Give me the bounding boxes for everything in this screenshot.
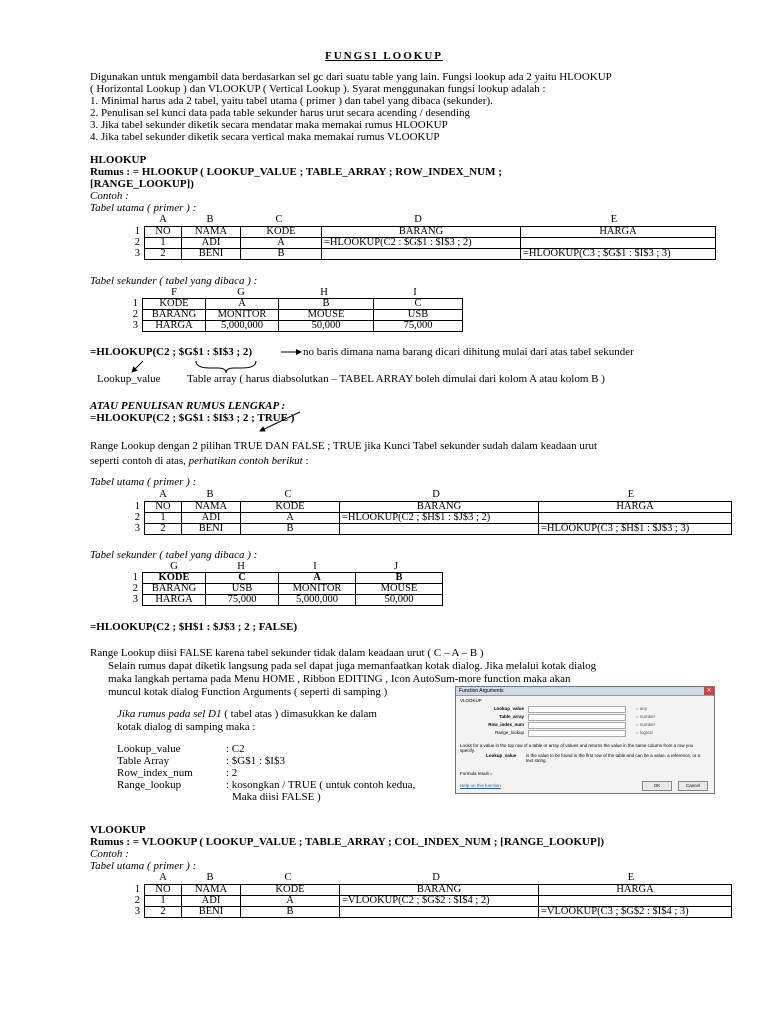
table-cell: A	[279, 573, 356, 584]
table-cell: C	[206, 573, 279, 584]
false-note: Range Lookup diisi FALSE karena tabel sekunder tidak dalam keadaan urut ( C – A – B )	[90, 647, 484, 659]
function-name: VLOOKUP	[460, 698, 482, 703]
table-cell: BARANG	[340, 502, 539, 513]
table-cell	[539, 513, 732, 524]
column-header: D	[414, 214, 422, 225]
primary-table-label: Tabel utama ( primer ) :	[90, 202, 197, 214]
table-cell: =HLOOKUP(C3 ; $G$1 : $I$3 ; 3)	[521, 249, 716, 260]
table-cell: MONITOR	[206, 310, 279, 321]
field-label: Row_index_num	[488, 722, 524, 727]
column-header: G	[237, 287, 245, 298]
primary-table-label: Tabel utama ( primer ) :	[90, 476, 197, 488]
table-cell: ADI	[182, 238, 241, 249]
table-row	[118, 584, 443, 595]
table-row	[118, 595, 443, 606]
table-cell: HARGA	[143, 595, 206, 606]
table-cell: KODE	[143, 573, 206, 584]
formula-result: Formula result =	[460, 771, 493, 776]
table-cell: 5,000,000	[279, 595, 356, 606]
table-cell: ADI	[182, 896, 241, 907]
hlookup-syntax-cont: [RANGE_LOOKUP])	[90, 178, 194, 190]
table-cell: NAMA	[182, 502, 241, 513]
row-index-input[interactable]	[528, 722, 626, 729]
requirement-item: 3. Jika tabel sekunder diketik secara mendatar maka memakai rumus HLOOKUP	[90, 119, 448, 131]
lookup-value-input[interactable]	[528, 706, 626, 713]
table-array-input[interactable]	[528, 714, 626, 721]
table-cell: C	[374, 299, 463, 310]
table-cell: HARGA	[143, 321, 206, 332]
table-cell: MONITOR	[279, 584, 356, 595]
table-cell: B	[356, 573, 443, 584]
table-cell: HARGA	[521, 227, 716, 238]
table-cell: 50,000	[279, 321, 374, 332]
spreadsheet-table	[118, 884, 732, 918]
table-cell: BARANG	[143, 310, 206, 321]
table-cell	[539, 896, 732, 907]
table-row	[118, 896, 732, 907]
row-number: 3	[134, 523, 140, 534]
row-number: 1	[134, 226, 140, 237]
table-cell: B	[241, 249, 322, 260]
text-segment: ( tabel atas ) dimasukkan ke dalam	[221, 708, 377, 720]
table-cell: BENI	[182, 524, 241, 535]
argument-value: : 2	[226, 767, 238, 779]
column-header: C	[284, 489, 292, 500]
field-hint: = logical	[636, 730, 653, 735]
table-cell: HARGA	[539, 885, 732, 896]
table-cell: KODE	[143, 299, 206, 310]
range-lookup-text: Range Lookup dengan 2 pilihan TRUE DAN FALSE ; TRUE jika Kunci Tabel sekunder sudah dalam keadaan urut	[90, 440, 598, 452]
table-row	[118, 502, 732, 513]
table-cell: B	[241, 524, 340, 535]
table-cell: =HLOOKUP(C2 : $G$1 : $I$3 ; 2)	[322, 238, 521, 249]
function-arguments-dialog	[455, 686, 715, 794]
table-cell: 1	[145, 896, 182, 907]
column-header: C	[275, 214, 283, 225]
column-header: E	[627, 872, 635, 883]
table-row	[118, 524, 732, 535]
column-header: E	[610, 214, 618, 225]
full-formula: =HLOOKUP(C2 ; $G$1 : $I$3 ; 2 ; TRUE )	[90, 412, 295, 424]
column-header: D	[432, 872, 440, 883]
table-cell: 2	[145, 524, 182, 535]
row-number: 1	[132, 298, 138, 309]
argument-value: : C2	[226, 743, 245, 755]
hlookup-syntax: Rumus : = HLOOKUP ( LOOKUP_VALUE ; TABLE_ARRAY ; ROW_INDEX_NUM ;	[90, 166, 502, 178]
cancel-button[interactable]: Cancel	[678, 781, 708, 791]
column-header: I	[313, 561, 317, 572]
row-number: 3	[134, 248, 140, 259]
spreadsheet-table	[118, 501, 732, 535]
column-header: B	[206, 872, 214, 883]
column-header: C	[284, 872, 292, 883]
table-cell: BARANG	[322, 227, 521, 238]
intro-line: Digunakan untuk mengambil data berdasarkan sel gc dari suatu table yang lain. Fungsi lookup ada 2 yaitu HLOOKUP	[90, 71, 612, 83]
lookup-value-label: Lookup_value	[97, 373, 161, 385]
row-number: 3	[132, 594, 138, 605]
range-lookup-text-cont	[90, 456, 309, 467]
vlookup-syntax: Rumus : = VLOOKUP ( LOOKUP_VALUE ; TABLE_ARRAY ; COL_INDEX_NUM ; [RANGE_LOOKUP])	[90, 836, 605, 848]
table-cell: 1	[145, 238, 182, 249]
table-cell: KODE	[241, 227, 322, 238]
table-cell: A	[241, 238, 322, 249]
row-number: 3	[134, 906, 140, 917]
text-segment: seperti contoh di atas,	[90, 455, 189, 467]
field-label: Table_array	[499, 714, 524, 719]
row-number: 2	[134, 895, 140, 906]
d1-explanation	[117, 709, 377, 720]
table-row	[118, 513, 732, 524]
table-row	[118, 573, 443, 584]
row-number: 1	[134, 501, 140, 512]
table-cell: 5,000,000	[206, 321, 279, 332]
hlookup-heading: HLOOKUP	[90, 154, 147, 166]
argument-name: Row_index_num	[117, 767, 193, 779]
dialog-intro-line: Selain rumus dapat diketik langsung pada sel dapat juga memanfaatkan kotak dialog. Jika melalui kotak dialog	[108, 660, 597, 672]
field-label: Range_lookup	[494, 730, 524, 735]
table-cell: NO	[145, 227, 182, 238]
column-header: F	[171, 287, 177, 298]
row-number: 3	[132, 320, 138, 331]
table-cell: B	[279, 299, 374, 310]
column-header: H	[320, 287, 328, 298]
table-cell: B	[241, 907, 340, 918]
table-cell: NO	[145, 885, 182, 896]
table-cell: 2	[145, 907, 182, 918]
table-cell: USB	[206, 584, 279, 595]
column-header: J	[393, 561, 399, 572]
column-header: I	[413, 287, 417, 298]
intro-line: ( Horizontal Lookup ) dan VLOOKUP ( Vertical Lookup ). Syarat menggunakan fungsi lookup adalah :	[90, 83, 546, 95]
argument-name: Table Array	[117, 755, 170, 767]
table-cell: =HLOOKUP(C3 ; $H$1 : $J$3 ; 3)	[539, 524, 732, 535]
column-header: B	[206, 214, 214, 225]
vlookup-heading: VLOOKUP	[90, 824, 146, 836]
table-cell: 2	[145, 249, 182, 260]
table-cell	[340, 524, 539, 535]
field-hint: = number	[636, 714, 656, 719]
secondary-table-label: Tabel sekunder ( tabel yang dibaca ) :	[90, 549, 258, 561]
table-cell: ADI	[182, 513, 241, 524]
dialog-intro-line: maka langkah pertama pada Menu HOME , Ribbon EDITING , Icon AutoSum-more function maka akan	[108, 673, 571, 685]
column-header: A	[159, 872, 167, 883]
table-cell: A	[241, 896, 340, 907]
field-hint: = number	[636, 722, 656, 727]
document-title: FUNGSI LOOKUP	[325, 50, 443, 62]
help-link[interactable]: Help on this function	[460, 783, 501, 788]
argument-name: Lookup_value	[117, 743, 181, 755]
table-cell: A	[206, 299, 279, 310]
table-cell: 75,000	[374, 321, 463, 332]
table-cell: A	[241, 513, 340, 524]
row-number: 2	[132, 583, 138, 594]
table-cell: HARGA	[539, 502, 732, 513]
table-cell: MOUSE	[356, 584, 443, 595]
example-label: Contoh :	[90, 190, 129, 202]
column-header: B	[206, 489, 214, 500]
table-row	[118, 885, 732, 896]
table-cell: BENI	[182, 907, 241, 918]
argument-name: Range_lookup	[117, 779, 182, 791]
table-cell: KODE	[241, 885, 340, 896]
table-cell: BARANG	[143, 584, 206, 595]
d1-explanation-cont: kotak dialog di samping maka :	[117, 721, 256, 733]
table-cell: 50,000	[356, 595, 443, 606]
table-row	[118, 907, 732, 918]
argument-value: : kosongkan / TRUE ( untuk contoh kedua,	[226, 779, 416, 791]
table-cell: BENI	[182, 249, 241, 260]
row-number: 1	[134, 884, 140, 895]
dialog-intro-line: muncul kotak dialog Function Arguments ( seperti di samping )	[108, 686, 388, 698]
requirement-item: 2. Penulisan sel kunci data pada table sekunder harus urut secara acending / desending	[90, 107, 470, 119]
false-formula: =HLOOKUP(C2 ; $H$1 : $J$3 ; 2 ; FALSE)	[90, 621, 298, 633]
column-header: H	[237, 561, 245, 572]
close-icon[interactable]: ✕	[704, 687, 714, 695]
example-label: Contoh :	[90, 848, 129, 860]
requirement-item: 1. Minimal harus ada 2 tabel, yaitu tabel utama ( primer ) dan tabel yang dibaca (sekunder).	[90, 95, 493, 107]
primary-table-label: Tabel utama ( primer ) :	[90, 860, 197, 872]
dialog-title: Function Arguments	[456, 687, 714, 696]
table-cell: NAMA	[182, 885, 241, 896]
row-number: 1	[132, 572, 138, 583]
table-cell: =VLOOKUP(C2 ; $G$2 : $I$4 ; 2)	[340, 896, 539, 907]
column-header: D	[432, 489, 440, 500]
field-label: Lookup_value	[493, 706, 524, 711]
full-formula-heading: ATAU PENULISAN RUMUS LENGKAP :	[90, 400, 286, 412]
table-cell: =VLOOKUP(C3 ; $G$2 : $I$4 ; 3)	[539, 907, 732, 918]
argument-value: : $G$1 : $I$3	[226, 755, 285, 767]
formula-example: =HLOOKUP(C2 ; $G$1 : $I$3 ; 2)	[90, 346, 253, 358]
table-cell: 75,000	[206, 595, 279, 606]
brace-table-array	[196, 361, 256, 373]
table-cell: NAMA	[182, 227, 241, 238]
function-description: Looks for a value in the top row of a table or array of values and returns the value in the same column from a row you specify.	[460, 743, 694, 753]
ok-button[interactable]: OK	[642, 781, 672, 791]
table-cell: 1	[145, 513, 182, 524]
table-cell: MOUSE	[279, 310, 374, 321]
argument-description: is the value to be found in the first row of the table and can be a value, a reference, or a text string.	[526, 753, 701, 763]
arrow-to-lookup-value	[132, 361, 143, 372]
text-segment: :	[302, 455, 309, 467]
table-cell	[340, 907, 539, 918]
row-number: 2	[134, 237, 140, 248]
table-cell: NO	[145, 502, 182, 513]
row-number: 2	[134, 512, 140, 523]
spreadsheet-table	[118, 572, 443, 606]
table-array-note: Table array ( harus diabsolutkan – TABEL ARRAY boleh dimulai dari kolom A atau kolom B )	[187, 373, 605, 385]
row-number: 2	[132, 309, 138, 320]
requirement-item: 4. Jika tabel sekunder diketik secara vertical maka memakai rumus VLOOKUP	[90, 131, 440, 143]
column-header: A	[159, 214, 167, 225]
column-header: E	[627, 489, 635, 500]
column-header: A	[159, 489, 167, 500]
column-header: G	[170, 561, 178, 572]
table-cell: KODE	[241, 502, 340, 513]
argument-value-cont: Maka diisi FALSE )	[232, 791, 321, 803]
secondary-table-label: Tabel sekunder ( tabel yang dibaca ) :	[90, 275, 258, 287]
argument-label: Lookup_value	[486, 753, 517, 758]
text-segment: perhatikan contoh berikut	[188, 455, 303, 467]
range-lookup-input[interactable]	[528, 730, 626, 737]
table-cell: =HLOOKUP(C2 ; $H$1 : $J$3 ; 2)	[340, 513, 539, 524]
table-cell: BARANG	[340, 885, 539, 896]
table-cell: USB	[374, 310, 463, 321]
text-segment: Jika rumus pada sel D1	[117, 708, 222, 720]
field-hint: = any	[636, 706, 648, 711]
row-index-note: no baris dimana nama barang dicari dihitung mulai dari atas tabel sekunder	[303, 346, 634, 358]
